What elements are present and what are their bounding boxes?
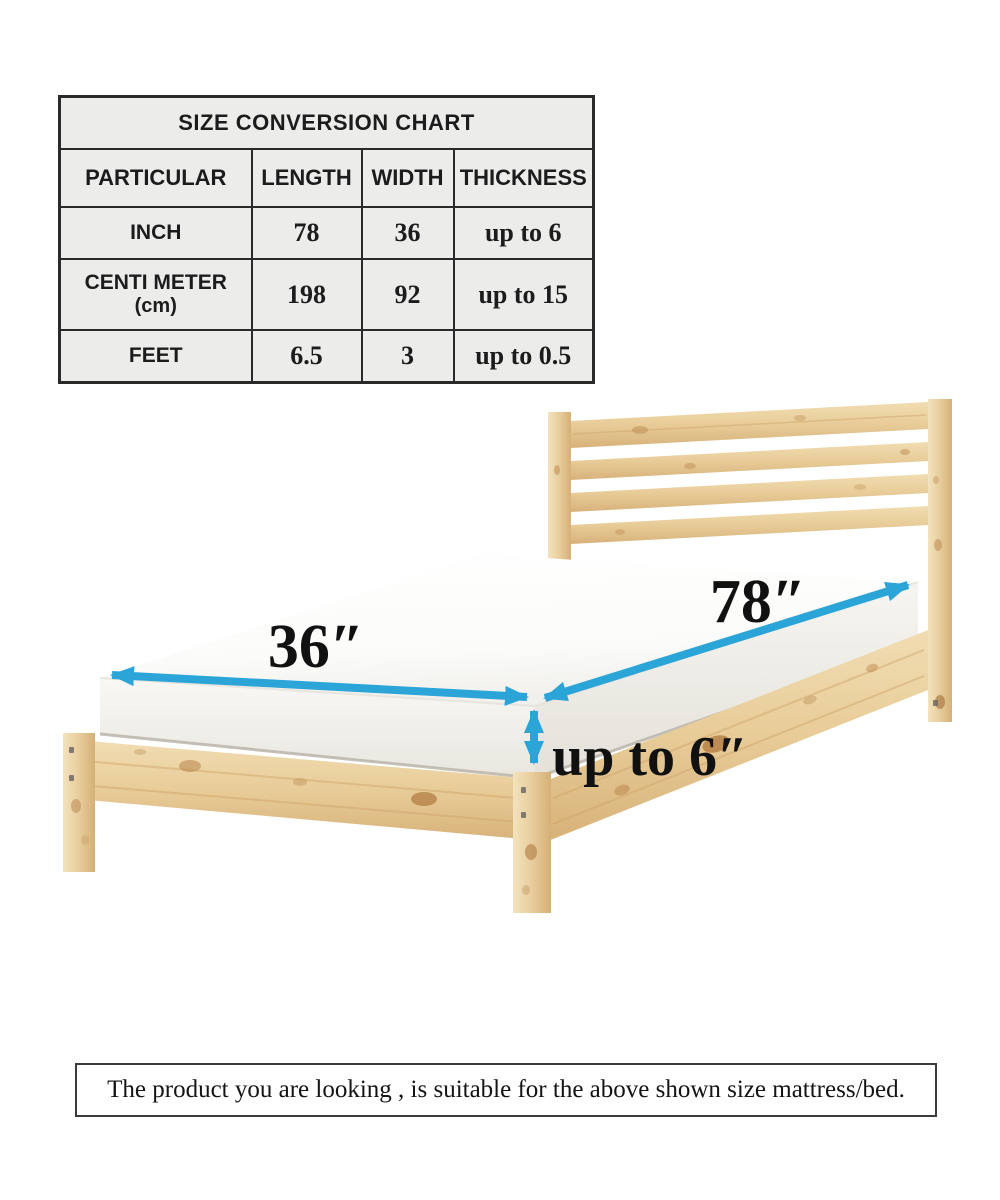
- column-header-length: LENGTH: [261, 165, 352, 190]
- row-label-inch: INCH: [130, 220, 182, 244]
- headboard-slat: [571, 474, 928, 512]
- cell-inch-width: 36: [394, 218, 421, 247]
- cell-feet-length: 6.5: [290, 341, 323, 370]
- cell-cm-length: 198: [287, 279, 326, 309]
- row-label-centimeter-line1: CENTI METER: [84, 270, 227, 294]
- row-label-feet: FEET: [128, 343, 183, 367]
- cell-feet-thickness: up to 0.5: [475, 341, 572, 370]
- headboard-slat: [571, 442, 928, 480]
- column-header-width: WIDTH: [371, 165, 444, 190]
- width-dimension-label: 36″: [267, 613, 365, 681]
- cell-inch-thickness: up to 6: [484, 218, 562, 247]
- cell-inch-length: 78: [293, 218, 320, 247]
- cell-cm-width: 92: [394, 279, 421, 309]
- column-header-particular: PARTICULAR: [85, 165, 227, 190]
- column-header-thickness: THICKNESS: [459, 165, 587, 190]
- headboard-right-post: [928, 399, 952, 722]
- cell-cm-thickness: up to 15: [478, 279, 569, 309]
- table-title: SIZE CONVERSION CHART: [178, 110, 475, 135]
- headboard-slat: [571, 506, 928, 544]
- suitability-note: The product you are looking , is suitable for the above shown size mattress/bed.: [75, 1063, 937, 1117]
- cell-feet-width: 3: [401, 341, 414, 370]
- row-label-centimeter-line2: (cm): [134, 295, 177, 318]
- front-corner-leg: [513, 772, 551, 913]
- length-dimension-label: 78″: [709, 568, 807, 636]
- thickness-dimension-label: up to 6″: [552, 726, 748, 788]
